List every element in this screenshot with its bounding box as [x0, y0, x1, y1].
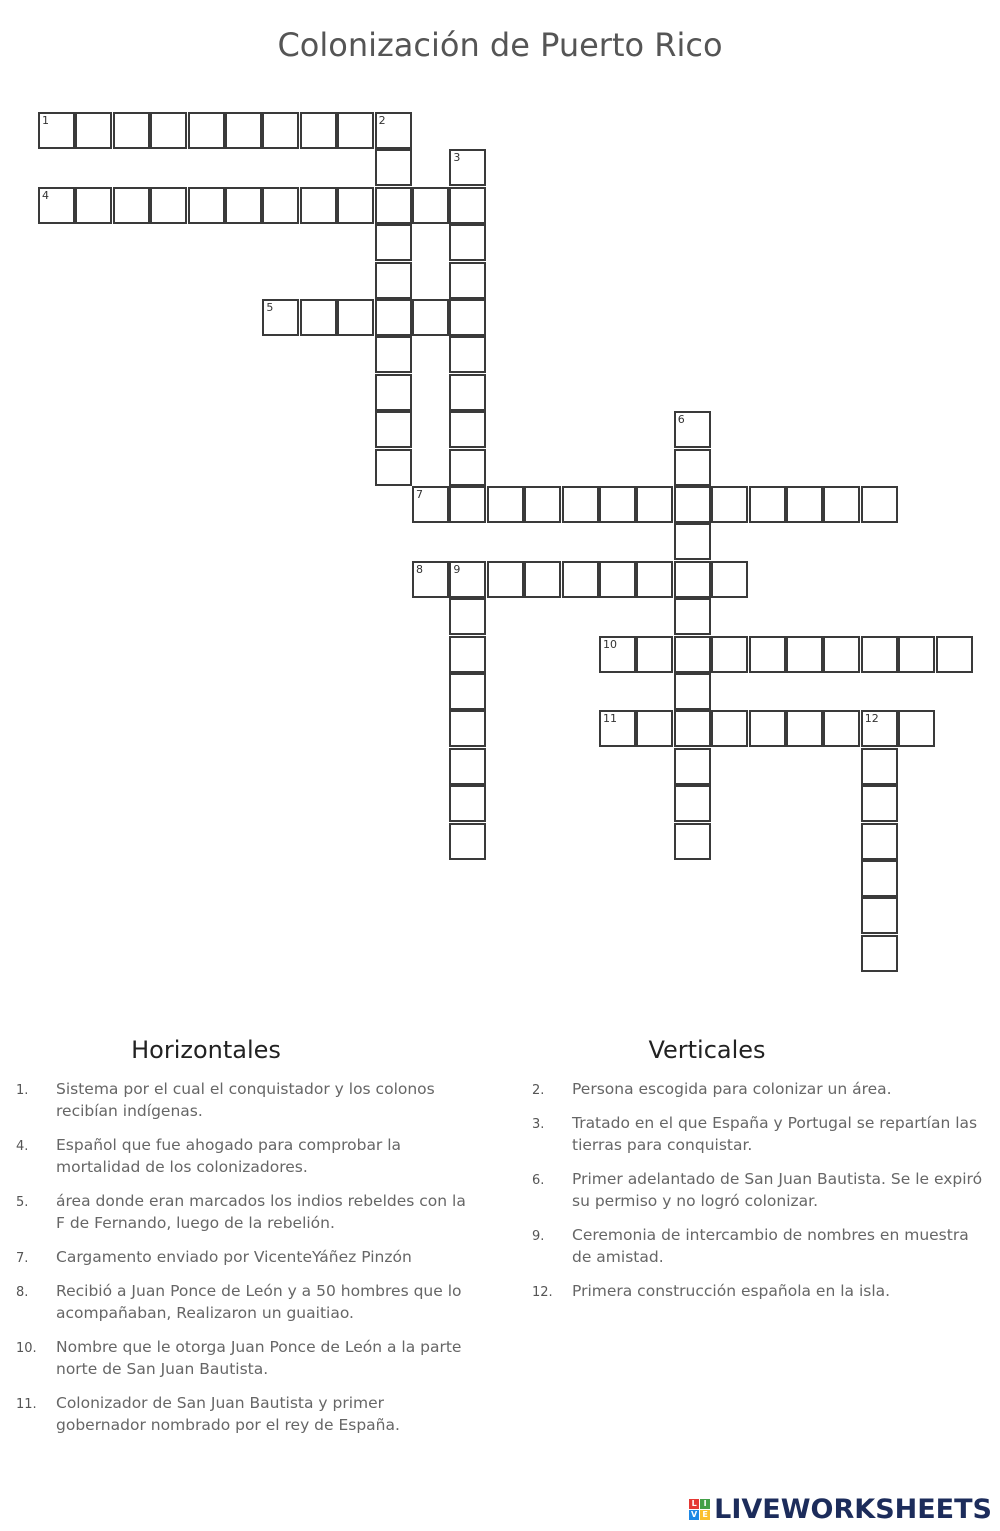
crossword-cell[interactable]	[375, 224, 412, 261]
crossword-letter-input[interactable]	[302, 189, 335, 222]
crossword-clue-number: 2	[378, 114, 386, 127]
crossword-letter-input[interactable]	[676, 750, 709, 783]
crossword-cell[interactable]	[412, 561, 449, 598]
crossword-cell[interactable]	[300, 187, 337, 224]
crossword-cell[interactable]	[861, 785, 898, 822]
crossword-letter-input[interactable]	[339, 189, 372, 222]
clue-item	[532, 1280, 992, 1302]
crossword-cell[interactable]	[674, 823, 711, 860]
badge-letter: I	[700, 1499, 710, 1509]
crossword-cell[interactable]	[786, 636, 823, 673]
crossword-cell[interactable]	[786, 710, 823, 747]
crossword-cell[interactable]	[524, 561, 561, 598]
crossword-letter-input[interactable]	[451, 638, 484, 671]
crossword-letter-input[interactable]	[788, 712, 821, 745]
crossword-letter-input[interactable]	[825, 712, 858, 745]
crossword-letter-input[interactable]	[451, 376, 484, 409]
clue-text: Primer adelantado de San Juan Bautista. Se le expiró su permiso y no logró colonizar.	[572, 1170, 983, 1210]
crossword-letter-input[interactable]	[601, 488, 634, 521]
crossword-letter-input[interactable]	[377, 151, 410, 184]
clue-item	[532, 1112, 992, 1156]
clue-text: área donde eran marcados los indios rebeldes con la F de Fernando, luego de la rebelión.	[56, 1192, 466, 1232]
crossword-letter-input[interactable]	[638, 712, 671, 745]
crossword-clue-number: 5	[266, 301, 274, 314]
crossword-cell[interactable]	[225, 112, 262, 149]
crossword-letter-input[interactable]	[676, 451, 709, 484]
clue-item	[16, 1336, 476, 1380]
crossword-letter-input[interactable]	[638, 563, 671, 596]
crossword-letter-input[interactable]	[751, 488, 784, 521]
crossword-cell[interactable]	[861, 710, 898, 747]
crossword-letter-input[interactable]	[863, 937, 896, 970]
crossword-letter-input[interactable]	[601, 638, 634, 671]
crossword-cell[interactable]	[38, 187, 75, 224]
crossword-letter-input[interactable]	[564, 563, 597, 596]
crossword-cell[interactable]	[412, 299, 449, 336]
clue-text: Sistema por el cual el conquistador y los colonos recibían indígenas.	[56, 1080, 435, 1120]
crossword-letter-input[interactable]	[264, 114, 297, 147]
clue-number: 11.	[16, 1397, 37, 1412]
crossword-letter-input[interactable]	[863, 862, 896, 895]
crossword-letter-input[interactable]	[638, 488, 671, 521]
crossword-cell[interactable]	[861, 486, 898, 523]
clue-item	[532, 1168, 992, 1212]
crossword-clue-number: 12	[864, 712, 879, 726]
crossword-letter-input[interactable]	[863, 825, 896, 858]
clue-text: Primera construcción española en la isla.	[572, 1282, 891, 1300]
crossword-cell[interactable]	[150, 187, 187, 224]
crossword-cell[interactable]	[636, 486, 673, 523]
crossword-letter-input[interactable]	[115, 189, 148, 222]
crossword-cell[interactable]	[449, 710, 486, 747]
crossword-cell[interactable]	[711, 561, 748, 598]
crossword-letter-input[interactable]	[377, 376, 410, 409]
clue-number: 6.	[532, 1173, 545, 1188]
crossword-cell[interactable]	[524, 486, 561, 523]
crossword-letter-input[interactable]	[377, 226, 410, 259]
crossword-cell[interactable]	[113, 112, 150, 149]
crossword-cell[interactable]	[449, 411, 486, 448]
crossword-letter-input[interactable]	[676, 413, 709, 446]
crossword-letter-input[interactable]	[451, 451, 484, 484]
crossword-letter-input[interactable]	[676, 712, 709, 745]
crossword-cell[interactable]	[375, 262, 412, 299]
clue-text: Recibió a Juan Ponce de León y a 50 hombres que lo acompañaban, Realizaron un guaitiao.	[56, 1282, 462, 1322]
crossword-cell[interactable]	[449, 299, 486, 336]
crossword-letter-input[interactable]	[77, 189, 110, 222]
crossword-letter-input[interactable]	[676, 787, 709, 820]
crossword-cell[interactable]	[375, 449, 412, 486]
crossword-cell[interactable]	[861, 897, 898, 934]
brand-name: LIVEWORKSHEETS	[714, 1494, 992, 1525]
crossword-cell[interactable]	[38, 112, 75, 149]
crossword-cell[interactable]	[599, 636, 636, 673]
live-badge-icon	[689, 1499, 710, 1520]
crossword-clue-number: 9	[453, 562, 461, 576]
crossword-cell[interactable]	[711, 710, 748, 747]
crossword-letter-input[interactable]	[451, 712, 484, 745]
clue-text: Nombre que le otorga Juan Ponce de León a la parte norte de San Juan Bautista.	[56, 1338, 462, 1378]
crossword-cell[interactable]	[936, 636, 973, 673]
crossword-letter-input[interactable]	[863, 712, 896, 745]
crossword-letter-input[interactable]	[414, 563, 447, 596]
horizontales-heading: Horizontales	[131, 1036, 281, 1064]
crossword-letter-input[interactable]	[676, 675, 709, 708]
crossword-letter-input[interactable]	[751, 712, 784, 745]
crossword-cell[interactable]	[75, 187, 112, 224]
crossword-letter-input[interactable]	[900, 638, 933, 671]
crossword-letter-input[interactable]	[676, 825, 709, 858]
crossword-letter-input[interactable]	[414, 189, 447, 222]
crossword-cell[interactable]	[375, 336, 412, 373]
crossword-cell[interactable]	[449, 673, 486, 710]
clue-text: Persona escogida para colonizar un área.	[572, 1080, 892, 1098]
clue-number: 3.	[532, 1117, 545, 1132]
crossword-cell[interactable]	[188, 187, 225, 224]
crossword-cell[interactable]	[674, 598, 711, 635]
crossword-letter-input[interactable]	[302, 114, 335, 147]
clue-item	[16, 1078, 476, 1122]
clue-item	[16, 1280, 476, 1324]
crossword-cell[interactable]	[898, 710, 935, 747]
crossword-letter-input[interactable]	[227, 114, 260, 147]
crossword-cell[interactable]	[449, 823, 486, 860]
crossword-cell[interactable]	[449, 636, 486, 673]
crossword-cell[interactable]	[375, 112, 412, 149]
crossword-letter-input[interactable]	[302, 301, 335, 334]
crossword-cell[interactable]	[823, 486, 860, 523]
crossword-cell[interactable]	[449, 561, 486, 598]
crossword-letter-input[interactable]	[863, 488, 896, 521]
crossword-cell[interactable]	[823, 710, 860, 747]
crossword-letter-input[interactable]	[414, 488, 447, 521]
crossword-letter-input[interactable]	[227, 189, 260, 222]
crossword-cell[interactable]	[262, 299, 299, 336]
crossword-cell[interactable]	[599, 486, 636, 523]
crossword-letter-input[interactable]	[938, 638, 971, 671]
crossword-cell[interactable]	[300, 112, 337, 149]
crossword-cell[interactable]	[487, 486, 524, 523]
crossword-cell[interactable]	[749, 710, 786, 747]
crossword-letter-input[interactable]	[863, 787, 896, 820]
crossword-letter-input[interactable]	[900, 712, 933, 745]
crossword-letter-input[interactable]	[489, 488, 522, 521]
crossword-cell[interactable]	[786, 486, 823, 523]
crossword-letter-input[interactable]	[377, 264, 410, 297]
clue-number: 9.	[532, 1229, 545, 1244]
verticales-list	[532, 1078, 992, 1302]
crossword-cell[interactable]	[449, 374, 486, 411]
crossword-letter-input[interactable]	[339, 301, 372, 334]
crossword-letter-input[interactable]	[451, 226, 484, 259]
crossword-cell[interactable]	[262, 187, 299, 224]
crossword-letter-input[interactable]	[451, 151, 484, 184]
crossword-letter-input[interactable]	[451, 563, 484, 596]
crossword-letter-input[interactable]	[788, 638, 821, 671]
clue-number: 2.	[532, 1083, 545, 1098]
crossword-cell[interactable]	[562, 486, 599, 523]
crossword-letter-input[interactable]	[676, 638, 709, 671]
clue-text: Ceremonia de intercambio de nombres en muestra de amistad.	[572, 1226, 969, 1266]
crossword-letter-input[interactable]	[451, 787, 484, 820]
crossword-letter-input[interactable]	[601, 563, 634, 596]
crossword-cell[interactable]	[599, 561, 636, 598]
crossword-letter-input[interactable]	[77, 114, 110, 147]
crossword-letter-input[interactable]	[676, 600, 709, 633]
crossword-cell[interactable]	[636, 710, 673, 747]
crossword-clue-number: 8	[416, 562, 423, 576]
crossword-cell[interactable]	[749, 636, 786, 673]
crossword-letter-input[interactable]	[451, 825, 484, 858]
crossword-cell[interactable]	[674, 411, 711, 448]
crossword-clue-number: 4	[42, 188, 49, 202]
crossword-letter-input[interactable]	[190, 189, 223, 222]
crossword-cell[interactable]	[449, 224, 486, 261]
crossword-cell[interactable]	[898, 636, 935, 673]
crossword-letter-input[interactable]	[526, 563, 559, 596]
clue-item	[16, 1392, 476, 1436]
clue-item	[532, 1078, 992, 1100]
crossword-cell[interactable]	[75, 112, 112, 149]
crossword-letter-input[interactable]	[451, 264, 484, 297]
crossword-cell[interactable]	[823, 636, 860, 673]
crossword-letter-input[interactable]	[713, 563, 746, 596]
crossword-cell[interactable]	[300, 299, 337, 336]
crossword-letter-input[interactable]	[451, 189, 484, 222]
crossword-cell[interactable]	[449, 187, 486, 224]
crossword-cell[interactable]	[636, 561, 673, 598]
crossword-letter-input[interactable]	[377, 413, 410, 446]
crossword-letter-input[interactable]	[489, 563, 522, 596]
crossword-letter-input[interactable]	[676, 525, 709, 558]
crossword-cell[interactable]	[375, 187, 412, 224]
crossword-letter-input[interactable]	[40, 189, 73, 222]
crossword-letter-input[interactable]	[451, 488, 484, 521]
horizontales-list	[16, 1078, 476, 1436]
crossword-letter-input[interactable]	[713, 712, 746, 745]
crossword-cell[interactable]	[674, 486, 711, 523]
crossword-cell[interactable]	[337, 299, 374, 336]
badge-letter: V	[691, 1510, 698, 1519]
crossword-letter-input[interactable]	[676, 488, 709, 521]
clue-number: 4.	[16, 1139, 29, 1154]
crossword-letter-input[interactable]	[451, 413, 484, 446]
crossword-cell[interactable]	[449, 336, 486, 373]
crossword-letter-input[interactable]	[377, 338, 410, 371]
crossword-clue-number: 1	[42, 114, 49, 127]
crossword-letter-input[interactable]	[713, 638, 746, 671]
verticales-heading: Verticales	[648, 1036, 766, 1064]
crossword-clue-number: 10	[603, 637, 617, 651]
crossword-letter-input[interactable]	[451, 675, 484, 708]
crossword-letter-input[interactable]	[377, 189, 410, 222]
crossword-cell[interactable]	[337, 112, 374, 149]
crossword-cell[interactable]	[262, 112, 299, 149]
crossword-cell[interactable]	[749, 486, 786, 523]
badge-letter: E	[700, 1510, 710, 1520]
crossword-clue-number: 7	[416, 488, 423, 501]
crossword-cell[interactable]	[487, 561, 524, 598]
clue-item	[16, 1190, 476, 1234]
clue-text: Cargamento enviado por VicenteYáñez Pinzón	[56, 1248, 412, 1266]
clue-item	[532, 1224, 992, 1268]
horizontales-section	[16, 1036, 476, 1448]
clue-number: 8.	[16, 1285, 29, 1300]
clue-item	[16, 1134, 476, 1178]
crossword-letter-input[interactable]	[40, 114, 73, 147]
crossword-cell[interactable]	[375, 149, 412, 186]
crossword-cell[interactable]	[674, 561, 711, 598]
crossword-letter-input[interactable]	[526, 488, 559, 521]
clue-number: 10.	[16, 1341, 37, 1356]
crossword-cell[interactable]	[861, 636, 898, 673]
crossword-letter-input[interactable]	[825, 488, 858, 521]
crossword-letter-input[interactable]	[152, 189, 185, 222]
crossword-clue-number: 6	[677, 413, 685, 427]
crossword-letter-input[interactable]	[264, 301, 297, 334]
crossword-cell[interactable]	[599, 710, 636, 747]
crossword-letter-input[interactable]	[825, 638, 858, 671]
crossword-cell[interactable]	[375, 374, 412, 411]
crossword-letter-input[interactable]	[676, 563, 709, 596]
crossword-cell[interactable]	[861, 748, 898, 785]
crossword-cell[interactable]	[449, 262, 486, 299]
clue-text: Español que fue ahogado para comprobar la mortalidad de los colonizadores.	[56, 1136, 402, 1176]
crossword-cell[interactable]	[674, 710, 711, 747]
crossword-cell[interactable]	[711, 486, 748, 523]
clue-text: Colonizador de San Juan Bautista y primer gobernador nombrado por el rey de España.	[56, 1394, 400, 1434]
crossword-cell[interactable]	[449, 449, 486, 486]
crossword-cell[interactable]	[861, 935, 898, 972]
crossword-cell[interactable]	[636, 636, 673, 673]
crossword-cell[interactable]	[674, 523, 711, 560]
crossword-cell[interactable]	[674, 673, 711, 710]
crossword-letter-input[interactable]	[264, 189, 297, 222]
crossword-cell[interactable]	[674, 785, 711, 822]
crossword-letter-input[interactable]	[339, 114, 372, 147]
crossword-letter-input[interactable]	[115, 114, 148, 147]
crossword-letter-input[interactable]	[713, 488, 746, 521]
crossword-letter-input[interactable]	[451, 338, 484, 371]
crossword-letter-input[interactable]	[377, 451, 410, 484]
crossword-cell[interactable]	[711, 636, 748, 673]
clue-number: 12.	[532, 1285, 553, 1300]
crossword-cell[interactable]	[375, 299, 412, 336]
crossword-cell[interactable]	[188, 112, 225, 149]
badge-letter: L	[689, 1499, 699, 1509]
crossword-letter-input[interactable]	[788, 488, 821, 521]
clue-item	[16, 1246, 476, 1268]
crossword-letter-input[interactable]	[451, 600, 484, 633]
crossword-cell[interactable]	[562, 561, 599, 598]
crossword-letter-input[interactable]	[451, 301, 484, 334]
crossword-letter-input[interactable]	[377, 301, 410, 334]
crossword-cell[interactable]	[674, 449, 711, 486]
page-title: Colonización de Puerto Rico	[277, 26, 723, 64]
crossword-cell[interactable]	[861, 860, 898, 897]
verticales-section	[532, 1036, 992, 1314]
crossword-letter-input[interactable]	[190, 114, 223, 147]
crossword-letter-input[interactable]	[638, 638, 671, 671]
crossword-cell[interactable]	[412, 187, 449, 224]
crossword-letter-input[interactable]	[863, 638, 896, 671]
crossword-cell[interactable]	[337, 187, 374, 224]
crossword-cell[interactable]	[861, 823, 898, 860]
crossword-letter-input[interactable]	[863, 750, 896, 783]
crossword-clue-number: 11	[603, 712, 617, 726]
crossword-letter-input[interactable]	[451, 750, 484, 783]
crossword-cell[interactable]	[674, 748, 711, 785]
crossword-letter-input[interactable]	[152, 114, 185, 147]
clue-number: 5.	[16, 1195, 29, 1210]
crossword-cell[interactable]	[449, 598, 486, 635]
crossword-letter-input[interactable]	[863, 899, 896, 932]
crossword-cell[interactable]	[674, 636, 711, 673]
crossword-cell[interactable]	[113, 187, 150, 224]
crossword-cell[interactable]	[449, 785, 486, 822]
crossword-cell[interactable]	[412, 486, 449, 523]
clue-number: 7.	[16, 1251, 29, 1266]
clue-number: 1.	[16, 1083, 29, 1098]
crossword-letter-input[interactable]	[601, 712, 634, 745]
crossword-cell[interactable]	[449, 486, 486, 523]
crossword-cell[interactable]	[150, 112, 187, 149]
crossword-letter-input[interactable]	[377, 114, 410, 147]
crossword-cell[interactable]	[449, 149, 486, 186]
crossword-letter-input[interactable]	[414, 301, 447, 334]
crossword-letter-input[interactable]	[564, 488, 597, 521]
clue-text: Tratado en el que España y Portugal se repartían las tierras para conquistar.	[572, 1114, 978, 1154]
crossword-letter-input[interactable]	[751, 638, 784, 671]
liveworksheets-logo[interactable]	[689, 1494, 992, 1525]
crossword-cell[interactable]	[449, 748, 486, 785]
crossword-cell[interactable]	[225, 187, 262, 224]
crossword-cell[interactable]	[375, 411, 412, 448]
crossword-clue-number: 3	[453, 151, 461, 165]
